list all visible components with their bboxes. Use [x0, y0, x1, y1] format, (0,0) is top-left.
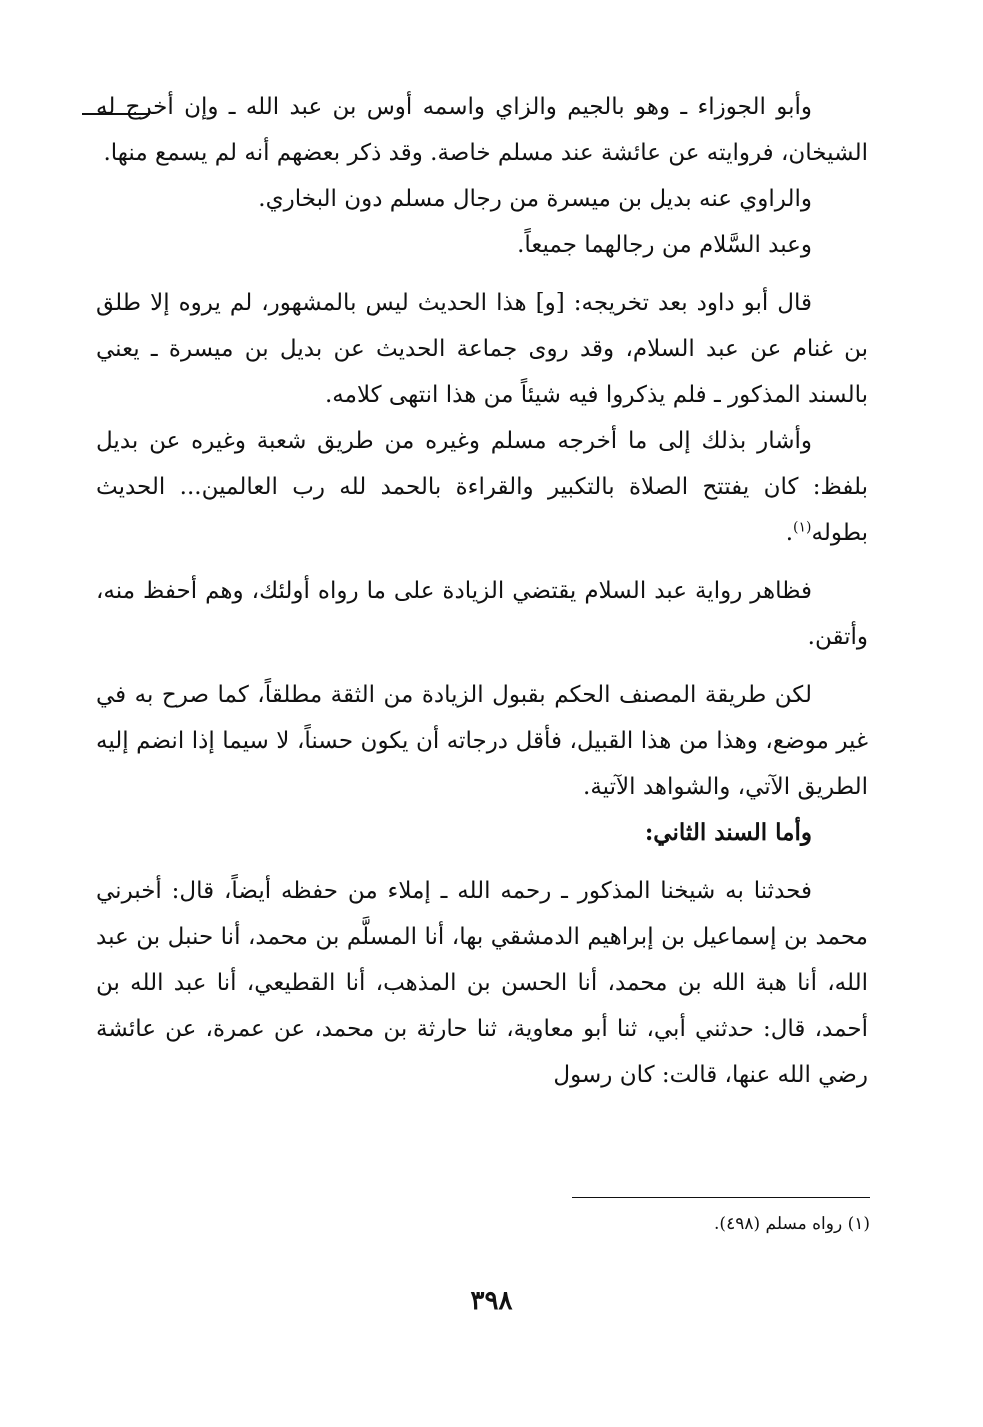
- page-number: ٣٩٨: [470, 1286, 513, 1316]
- paragraph-end: .: [785, 520, 794, 546]
- paragraph: وأبو الجوزاء ـ وهو بالجيم والزاي واسمه أوس بن عبد الله ـ وإن أخرج له الشيخان، فروايته عن عائشة عند مسلم خاصة. وقد ذكر بعضهم أنه لم يسمع منها.: [96, 94, 868, 166]
- paragraph-text: وأشار بذلك إلى ما أخرجه مسلم وغيره من طريق شعبة وغيره عن بديل بلفظ: كان يفتتح الصلاة بالتكبير والقراءة بالحمد لله رب العالمين... الحديث بطوله: [96, 428, 868, 546]
- section-heading: وأما السند الثاني:: [644, 819, 812, 846]
- paragraph: لكن طريقة المصنف الحكم بقبول الزيادة من الثقة مطلقاً، كما صرح به في غير موضع، وهذا من هذا القبيل، فأقل درجاته أن يكون حسناً، لا سيما إذا انضم إليه الطريق الآتي، والشواهد الآتية.: [96, 682, 868, 800]
- main-text: [96, 84, 868, 1098]
- paragraph: فظاهر رواية عبد السلام يقتضي الزيادة على ما رواه أولئك، وهم أحفظ منه، وأتقن.: [96, 578, 868, 650]
- paragraph-with-footnote: [96, 418, 868, 556]
- footnote-divider: [572, 1197, 870, 1198]
- paragraph: وعبد السَّلام من رجالهما جميعاً.: [517, 232, 812, 258]
- footnote: (١) رواه مسلم (٤٩٨).: [714, 1214, 870, 1234]
- footnote-reference: (١): [793, 519, 812, 536]
- paragraph: والراوي عنه بديل بن ميسرة من رجال مسلم دون البخاري.: [258, 186, 812, 212]
- paragraph: فحدثنا به شيخنا المذكور ـ رحمه الله ـ إملاء من حفظه أيضاً، قال: أخبرني محمد بن إسماعيل بن إبراهيم الدمشقي بها، أنا المسلَّم بن محمد، أنا حنبل بن عبد الله، أنا هبة الله بن محمد، أنا الحسن بن المذهب، أنا القطيعي، أنا عبد الله بن أحمد، قال: حدثني أبي، ثنا أبو معاوية، ثنا حارثة بن محمد، عن عمرة، عن عائشة رضي الله عنها، قالت: كان رسول: [96, 878, 868, 1088]
- paragraph: قال أبو داود بعد تخريجه: [و] هذا الحديث ليس بالمشهور، لم يروه إلا طلق بن غنام عن عبد السلام، وقد روى جماعة الحديث عن بديل بن ميسرة ـ يعني بالسند المذكور ـ فلم يذكروا فيه شيئاً من هذا انتهى كلامه.: [96, 290, 868, 408]
